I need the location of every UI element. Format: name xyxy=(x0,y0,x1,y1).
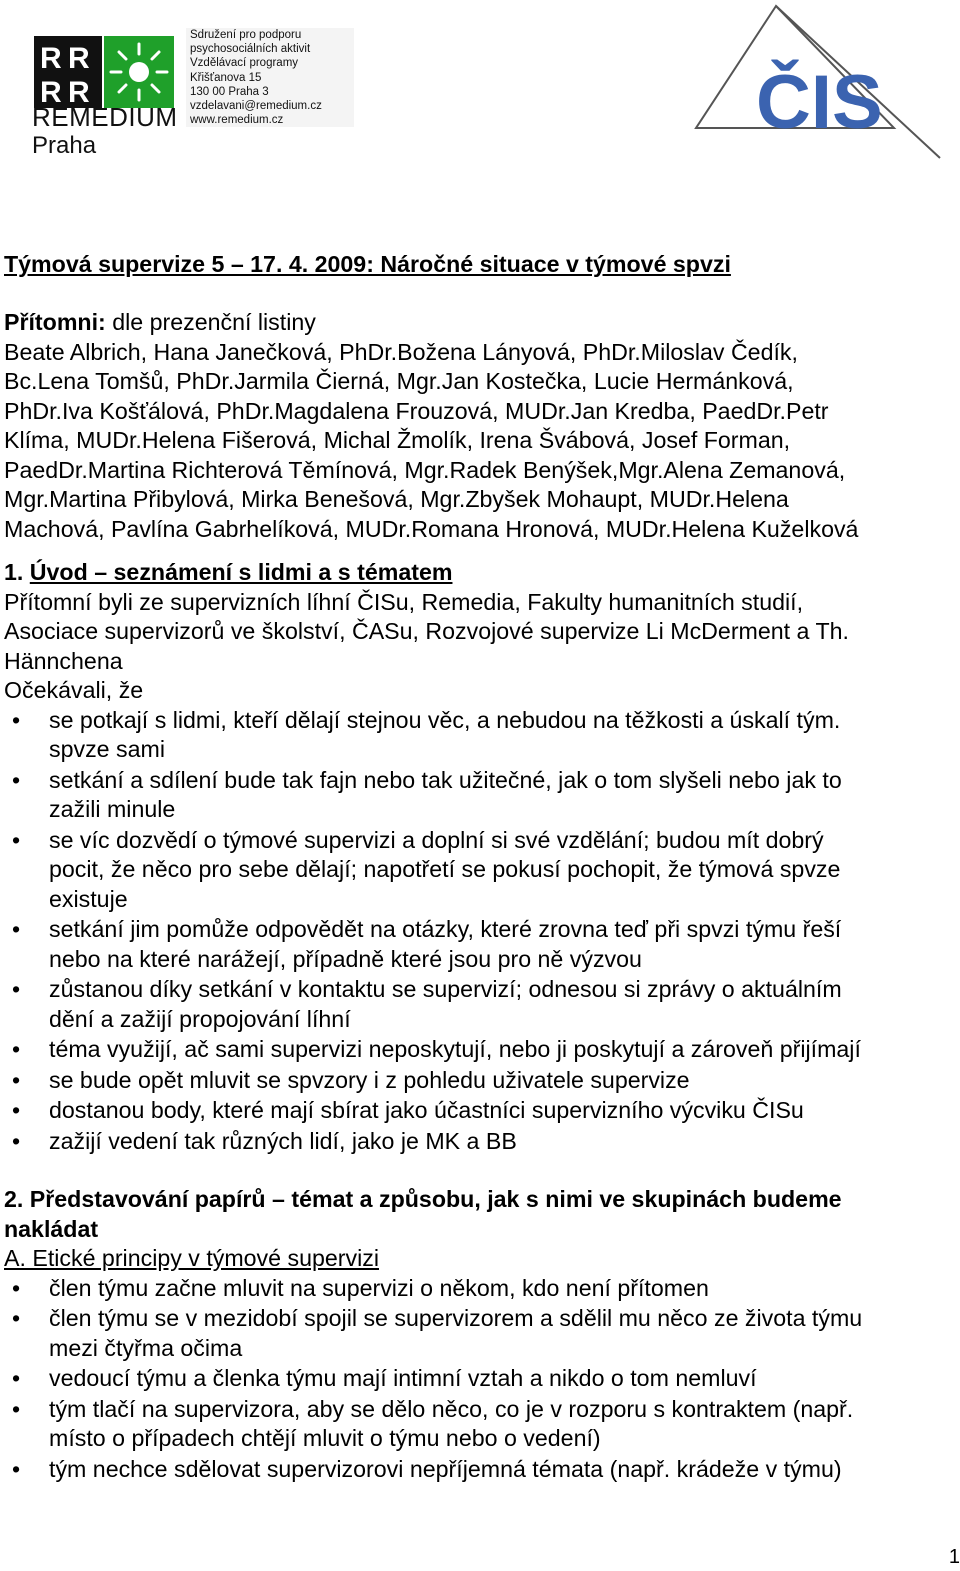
address-line: Sdružení pro podporu xyxy=(190,29,302,41)
cis-logo-icon xyxy=(688,0,950,165)
bullet-icon: • xyxy=(12,706,21,733)
list-item xyxy=(4,766,948,825)
cis-logo-text: ČIS xyxy=(756,60,883,145)
bullet-icon: • xyxy=(12,826,21,853)
intro-line: Hännchena xyxy=(4,647,123,674)
section-1-intro xyxy=(4,588,948,677)
section-1-heading xyxy=(4,558,948,588)
svg-text:R: R xyxy=(68,76,90,109)
remedium-address xyxy=(186,28,354,127)
page-number: 1 xyxy=(948,1546,960,1568)
section-2-heading-line: 2. Představování papírů – témat a způsobu, jak s nimi ve skupinách budeme xyxy=(4,1186,842,1212)
remedium-logo xyxy=(28,22,338,162)
remedium-name: REMEDIUM xyxy=(32,102,178,132)
list-item-line: zažijí vedení tak různých lidí, jako je MK a BB xyxy=(49,1127,517,1154)
address-line: Křišťanova 15 xyxy=(190,71,262,84)
list-item-line: se potkají s lidmi, kteří dělají stejnou věc, a nebudou na těžkosti a úskalí tým. xyxy=(49,706,841,733)
list-item-line: setkání a sdílení bude tak fajn nebo tak užitečné, jak o tom slyšeli nebo jak to xyxy=(49,766,842,793)
bullet-icon: • xyxy=(12,1274,21,1301)
list-item-line: nebo na které narážejí, případně které jsou pro ně výzvou xyxy=(49,945,642,972)
intro-line: Asociace supervizorů ve školství, ČASu, Rozvojové supervize Li McDerment a Th. xyxy=(4,618,849,644)
remedium-city: Praha xyxy=(32,132,97,159)
spacer xyxy=(4,280,948,308)
list-item-line: existuje xyxy=(49,885,128,912)
svg-text:R: R xyxy=(40,42,62,75)
page-title: Týmová supervize 5 – 17. 4. 2009: Náročné situace v týmové spvzi xyxy=(4,251,731,277)
list-item-line: se bude opět mluvit se spvzory i z pohledu uživatele supervize xyxy=(49,1066,690,1093)
list-item-line: dostanou body, které mají sbírat jako účastníci supervizního výcviku ČISu xyxy=(49,1097,804,1123)
bullet-icon: • xyxy=(12,1365,21,1391)
spacer xyxy=(4,1157,948,1185)
intro-line: Přítomní byli ze supervizních líhní ČISu, Remedia, Fakulty humanitních studií, xyxy=(4,588,804,615)
present-line xyxy=(4,308,948,338)
section-1-number: 1. xyxy=(4,559,30,585)
bullet-icon: • xyxy=(12,916,21,942)
present-names-line: Klíma, MUDr.Helena Fišerová, Michal Žmolík, Irena Švábová, Josef Forman, xyxy=(4,427,791,453)
present-names xyxy=(4,338,948,545)
present-label: Přítomni: xyxy=(4,309,106,335)
list-item-line: tým tlačí na supervizora, aby se dělo něco, co je v rozporu s kontraktem (např. xyxy=(49,1395,854,1422)
list-item xyxy=(4,1274,948,1304)
expectations-list xyxy=(4,706,948,1157)
svg-text:R: R xyxy=(68,42,90,75)
section-2-heading xyxy=(4,1185,948,1244)
bullet-icon: • xyxy=(12,766,21,793)
present-names-line: Mgr.Martina Přibylová, Mirka Benešová, Mgr.Zbyšek Mohaupt, MUDr.Helena xyxy=(4,486,789,512)
list-item xyxy=(4,1304,948,1363)
bullet-icon: • xyxy=(12,1097,21,1123)
address-line: psychosociálních aktivit xyxy=(190,43,311,56)
list-item-line: spvze sami xyxy=(49,736,165,762)
list-item-line: téma využijí, ač sami supervizi neposkytují, nebo ji poskytují a zároveň přijímají xyxy=(49,1036,861,1062)
ethics-subheading: A. Etické principy v týmové supervizi xyxy=(4,1245,379,1271)
list-item xyxy=(4,1364,948,1394)
list-item-line: tým nechce sdělovat supervizorovi nepříjemná témata (např. krádeže v týmu) xyxy=(49,1455,842,1482)
list-item-line: se víc dozvědí o týmové supervizi a doplní si své vzdělání; budou mít dobrý xyxy=(49,826,824,853)
list-item-line: pocit, že něco pro sebe dělají; napotřetí se pokusí pochopit, že týmová spvze xyxy=(49,856,841,882)
list-item-line: mezi čtyřma očima xyxy=(49,1334,243,1361)
list-item xyxy=(4,1455,948,1485)
bullet-icon: • xyxy=(12,1066,21,1093)
list-item xyxy=(4,1035,948,1065)
list-item xyxy=(4,1127,948,1157)
bullet-icon: • xyxy=(12,1127,21,1154)
list-item xyxy=(4,975,948,1034)
list-item-line: místo o případech chtějí mluvit o týmu nebo o vedení) xyxy=(49,1425,601,1451)
present-value: dle prezenční listiny xyxy=(105,309,316,335)
ethics-list xyxy=(4,1274,948,1485)
bullet-icon: • xyxy=(12,1455,21,1482)
page-header xyxy=(0,0,960,170)
svg-text:R: R xyxy=(40,76,62,109)
bullet-icon: • xyxy=(12,1036,21,1062)
address-line: 130 00 Praha 3 xyxy=(190,85,269,98)
present-names-line: Beate Albrich, Hana Janečková, PhDr.Božena Lányová, PhDr.Miloslav Čedík, xyxy=(4,338,798,365)
list-item-line: setkání jim pomůže odpovědět na otázky, které zrovna teď při spvzi týmu řeší xyxy=(49,916,842,942)
list-item xyxy=(4,1096,948,1126)
section-2-heading-line: nakládat xyxy=(4,1215,99,1242)
list-item-line: člen týmu se v mezidobí spojil se supervizorem a sdělil mu něco ze života týmu xyxy=(49,1305,863,1331)
address-line: www.remedium.cz xyxy=(190,114,284,127)
address-line: vzdelavani@remedium.cz xyxy=(190,100,322,113)
bullet-icon: • xyxy=(12,976,21,1002)
bullet-icon: • xyxy=(12,1395,21,1422)
list-item xyxy=(4,1395,948,1454)
list-item-line: zažili minule xyxy=(49,796,176,822)
present-names-line: PaedDr.Martina Richterová Těmínová, Mgr.Radek Benýšek,Mgr.Alena Zemanová, xyxy=(4,456,846,483)
list-item xyxy=(4,826,948,915)
spacer xyxy=(4,544,948,558)
list-item-line: vedoucí týmu a členka týmu mají intimní vztah a nikdo o tom nemluví xyxy=(49,1365,757,1391)
section-1-title: Úvod – seznámení s lidmi a s tématem xyxy=(29,559,453,585)
list-item xyxy=(4,706,948,765)
list-item-line: zůstanou díky setkání v kontaktu se supervizí; odnesou si zprávy o aktuálním xyxy=(49,976,842,1002)
present-names-line: PhDr.Iva Košťálová, PhDr.Magdalena Frouzová, MUDr.Jan Kredba, PaedDr.Petr xyxy=(4,397,829,424)
present-names-line: Machová, Pavlína Gabrhelíková, MUDr.Romana Hronová, MUDr.Helena Kuželková xyxy=(4,515,859,542)
list-item xyxy=(4,1066,948,1096)
list-item-line: člen týmu začne mluvit na supervizi o někom, kdo není přítomen xyxy=(49,1274,709,1301)
list-item xyxy=(4,915,948,974)
list-item-line: dění a zažijí propojování líhní xyxy=(49,1005,351,1032)
present-names-line: Bc.Lena Tomšů, PhDr.Jarmila Čierná, Mgr.Jan Kostečka, Lucie Hermánková, xyxy=(4,368,794,394)
expectations-label: Očekávali, že xyxy=(4,677,144,703)
bullet-icon: • xyxy=(12,1305,21,1331)
address-line: Vzdělávací programy xyxy=(190,57,299,70)
document-body xyxy=(4,250,948,1485)
